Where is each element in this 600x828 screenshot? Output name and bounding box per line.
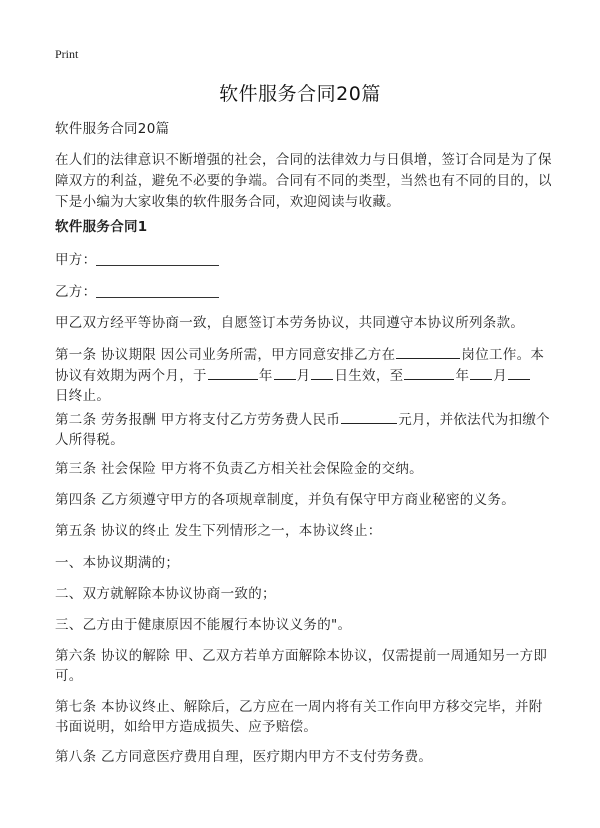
year-label: 年 bbox=[455, 368, 470, 384]
end-year-blank bbox=[404, 365, 454, 380]
month-label: 月 bbox=[493, 368, 508, 384]
contract-heading: 软件服务合同1 bbox=[55, 219, 148, 235]
article-1-text-end: 日终止。 bbox=[55, 388, 111, 404]
list-item-2: 二、双方就解除本协议协商一致的； bbox=[55, 586, 276, 602]
article-2-text-1: 第二条 劳务报酬 甲方将支付乙方劳务费人民币 bbox=[55, 412, 341, 428]
article-1 bbox=[55, 344, 555, 406]
fee-blank bbox=[341, 409, 397, 424]
end-month-blank bbox=[470, 365, 492, 380]
article-6: 第六条 协议的解除 甲、乙双方若单方面解除本协议，仅需提前一周通知另一方即可。 bbox=[55, 648, 548, 684]
article-1-text-2: 岗位工作。本 bbox=[461, 347, 545, 363]
subtitle: 软件服务合同20篇 bbox=[55, 121, 170, 137]
article-7: 第七条 本协议终止、解除后，乙方应在一周内将有关工作向甲方移交完毕，并附书面说明，如给甲方造成损失、应予赔偿。 bbox=[55, 699, 543, 735]
article-2 bbox=[55, 409, 555, 450]
party-b-blank bbox=[96, 296, 219, 298]
party-a-label: 甲方： bbox=[55, 252, 97, 268]
end-day-blank bbox=[508, 365, 530, 380]
print-link[interactable]: Print bbox=[55, 47, 79, 61]
start-month-blank bbox=[274, 365, 296, 380]
year-label: 年 bbox=[258, 368, 273, 384]
start-year-blank bbox=[208, 365, 258, 380]
day-label: 日生效，至 bbox=[334, 368, 404, 384]
position-blank bbox=[396, 344, 460, 359]
article-4: 第四条 乙方须遵守甲方的各项规章制度，并负有保守甲方商业秘密的义务。 bbox=[55, 492, 515, 508]
article-3: 第三条 社会保险 甲方将不负责乙方相关社会保险金的交纳。 bbox=[55, 461, 423, 477]
party-a-blank bbox=[96, 264, 219, 266]
article-1-text-1: 第一条 协议期限 因公司业务所需，甲方同意安排乙方在 bbox=[55, 347, 396, 363]
party-b-label: 乙方： bbox=[55, 284, 97, 300]
start-day-blank bbox=[311, 365, 333, 380]
article-5: 第五条 协议的终止 发生下列情形之一，本协议终止： bbox=[55, 523, 382, 539]
list-item-1: 一、本协议期满的； bbox=[55, 555, 180, 571]
article-2-text-2: 元月，并依法代为扣缴个人所得税。 bbox=[55, 412, 550, 448]
article-1-text-3: 协议有效期为两个月，于 bbox=[55, 368, 207, 384]
page-title: 软件服务合同20篇 bbox=[219, 83, 381, 105]
intro-paragraph: 在人们的法律意识不断增强的社会，合同的法律效力与日俱增，签订合同是为了保障双方的利益，避免不必要的争端。合同有不同的类型，当然也有不同的目的，以下是小编为大家收集的软件服务合同，欢迎阅读与收藏。 bbox=[55, 152, 552, 210]
list-item-3: 三、乙方由于健康原因不能履行本协议义务的"。 bbox=[55, 617, 352, 633]
month-label: 月 bbox=[296, 368, 311, 384]
preamble: 甲乙双方经平等协商一致，自愿签订本劳务协议，共同遵守本协议所列条款。 bbox=[55, 315, 525, 331]
article-8: 第八条 乙方同意医疗费用自理，医疗期内甲方不支付劳务费。 bbox=[55, 749, 433, 765]
